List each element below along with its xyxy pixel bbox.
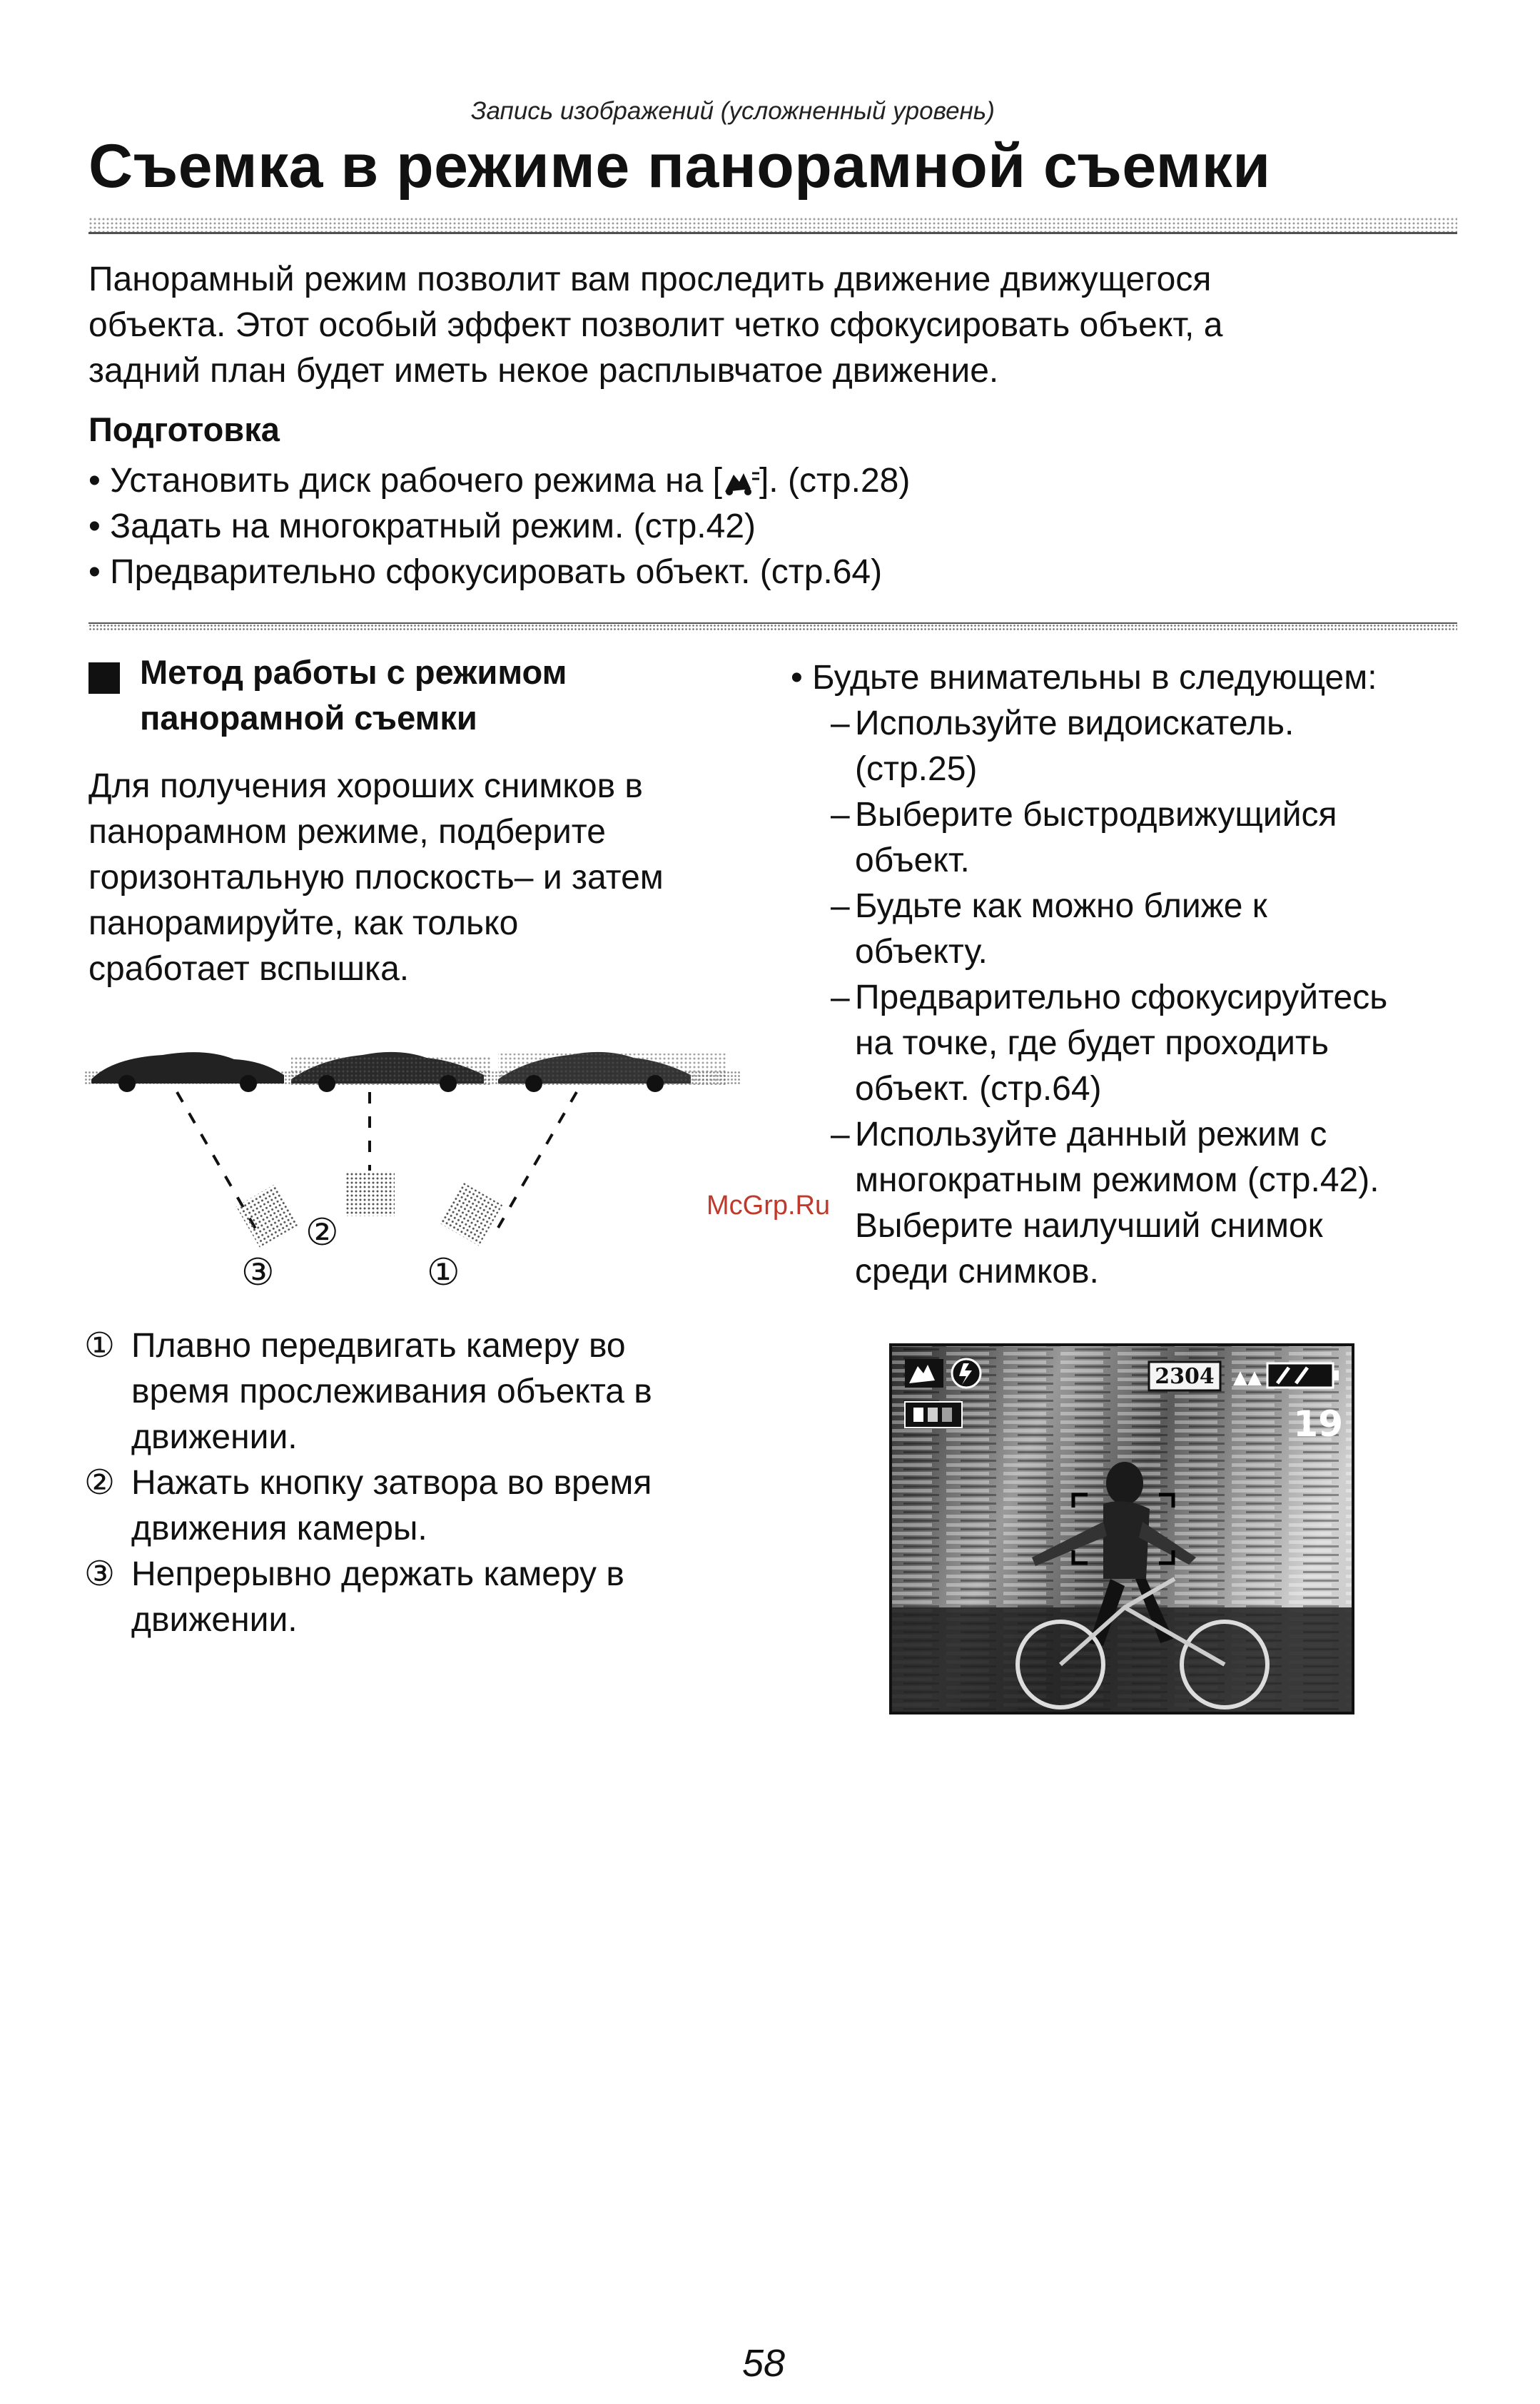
step-line: движения камеры. (131, 1510, 427, 1547)
step-number: ① (84, 1327, 116, 1365)
panning-diagram (84, 1014, 755, 1313)
section-divider (88, 622, 1457, 631)
item-dash: – (831, 979, 850, 1016)
preparation-item: • Предварительно сфокусировать объект. (стр.64) (88, 553, 883, 591)
step-line: Непрерывно держать камеру в (131, 1555, 624, 1593)
attention-line: объекту. (855, 933, 988, 971)
attention-item (791, 701, 1469, 792)
method-paragraph (88, 764, 774, 992)
method-heading-line: Метод работы с режимом (140, 653, 567, 691)
diagram-label: ① (427, 1251, 460, 1294)
method-line: сработает вспышка. (88, 950, 410, 988)
attention-item (791, 975, 1469, 1112)
attention-line: среди снимков. (855, 1253, 1099, 1291)
camera-icon (440, 1182, 502, 1246)
preparation-list (88, 458, 1430, 595)
attention-line: Используйте видоискатель. (855, 704, 1295, 742)
attention-line: на точке, где будет проходить (855, 1024, 1329, 1062)
step-number: ② (84, 1464, 116, 1502)
quality-icon: ▲▲ (1233, 1367, 1262, 1388)
attention-line: Выберите наилучший снимок (855, 1207, 1323, 1245)
step-line: Нажать кнопку затвора во время (131, 1464, 652, 1502)
attention-line: Выберите быстродвижущийся (855, 796, 1337, 834)
step-item (84, 1552, 769, 1643)
attention-item (791, 1112, 1469, 1295)
attention-line: Предварительно сфокусируйтесь (855, 979, 1388, 1016)
remaining-shots-readout: 19 (1293, 1403, 1343, 1445)
preparation-item: • Задать на многократный режим. (стр.42) (88, 507, 756, 545)
item-dash: – (831, 796, 850, 834)
panning-mode-icon (905, 1359, 943, 1388)
attention-list (791, 655, 1469, 1295)
method-heading (140, 650, 754, 741)
diagram-label: ② (305, 1211, 339, 1254)
step-item (84, 1460, 769, 1552)
method-line: панорамируйте, как только (88, 904, 519, 942)
car-shape (291, 1052, 491, 1092)
item-dash: – (831, 704, 850, 742)
attention-lead: • Будьте внимательны в следующем: (791, 659, 1377, 697)
panning-mode-icon (722, 468, 759, 496)
lcd-screen-photo (889, 1343, 1354, 1714)
step-line: время прослеживания объекта в (131, 1373, 652, 1410)
method-line: горизонтальную плоскость– и затем (88, 859, 664, 897)
intro-line: объекта. Этот особый эффект позволит четко сфокусировать объект, а (88, 306, 1223, 344)
step-item (84, 1323, 769, 1460)
preparation-item-text: • Установить диск рабочего режима на [ (88, 462, 722, 500)
attention-line: Используйте данный режим с (855, 1116, 1327, 1153)
section-subtitle: Запись изображений (усложненный уровень) (471, 97, 995, 125)
intro-line: задний план будет иметь некое расплывчатое движение. (88, 352, 999, 390)
page-title: Съемка в режиме панорамной съемки (88, 132, 1271, 201)
steps-list (84, 1323, 769, 1643)
title-divider (88, 217, 1457, 234)
page-number: 58 (742, 2342, 786, 2385)
preparation-item-text: ]. (стр.28) (759, 462, 911, 500)
intro-line: Панорамный режим позволит вам проследить движение движущегося (88, 261, 1212, 298)
method-line: Для получения хороших снимков в (88, 767, 643, 805)
preparation-heading: Подготовка (88, 410, 280, 448)
item-dash: – (831, 1116, 850, 1153)
step-line: Плавно передвигать камеру во (131, 1327, 626, 1365)
method-heading-line: панорамной съемки (140, 699, 477, 737)
attention-line: объект. (855, 842, 970, 879)
item-dash: – (831, 887, 850, 925)
attention-line: Будьте как можно ближе к (855, 887, 1267, 925)
attention-line: (стр.25) (855, 750, 978, 788)
step-number: ③ (84, 1555, 116, 1593)
flash-off-icon (952, 1359, 981, 1388)
car-shape (498, 1052, 726, 1092)
attention-item (791, 792, 1469, 884)
intro-paragraph (88, 257, 1430, 394)
watermark: McGrp.Ru (706, 1191, 831, 1221)
method-line: панорамном режиме, подберите (88, 813, 606, 851)
camera-icon (345, 1172, 395, 1216)
step-line: движении. (131, 1418, 298, 1456)
preparation-item (88, 458, 1430, 504)
car-shape (91, 1052, 284, 1092)
battery-icon (1267, 1363, 1339, 1388)
camera-icon (236, 1183, 299, 1247)
attention-item (791, 884, 1469, 975)
attention-line: многократным режимом (стр.42). (855, 1161, 1379, 1199)
image-size-readout: 2304 (1155, 1364, 1215, 1389)
attention-line: объект. (стр.64) (855, 1070, 1102, 1108)
diagram-label: ③ (241, 1251, 275, 1294)
section-marker (88, 662, 120, 694)
burst-mode-icon (905, 1402, 962, 1428)
step-line: движении. (131, 1601, 298, 1639)
